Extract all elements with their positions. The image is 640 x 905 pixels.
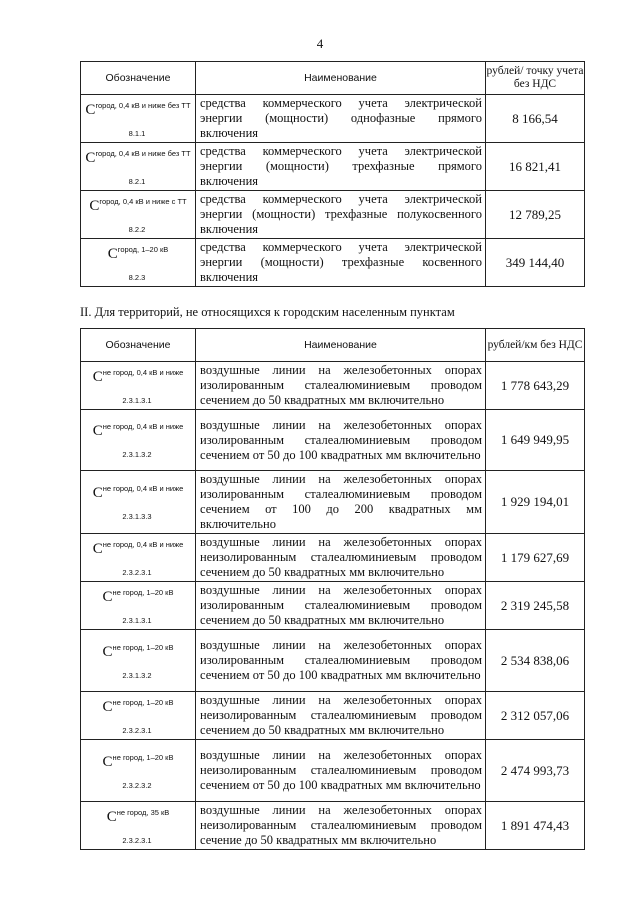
tariff-code-superscript: не город, 0,4 кВ и ниже [102,539,184,549]
tariff-code-letter: C [102,588,113,605]
tariff-code [81,740,196,802]
tariff-value: 8 166,54 [486,95,585,143]
tariff-code-letter: C [92,540,103,557]
tariff-table-city [80,61,585,287]
table-row [81,95,585,143]
table-row [81,362,585,410]
tariff-value: 1 929 194,01 [486,471,585,534]
table-row [81,471,585,534]
tariff-code-subscript: 2.3.1.3.2 [122,450,152,459]
header-name: Наименование [196,62,486,95]
header-price: рублей/км без НДС [486,329,585,362]
tariff-name: средства коммерческого учета электрической энергии (мощности) трехфазные прямого включения [196,143,486,191]
table-row [81,802,585,850]
table-row [81,410,585,471]
header-code: Обозначение [81,329,196,362]
tariff-code-letter: C [102,643,113,660]
tariff-value: 2 474 993,73 [486,740,585,802]
table-row [81,582,585,630]
tariff-code-letter: C [85,149,96,166]
tariff-code [81,239,196,287]
tariff-value: 349 144,40 [486,239,585,287]
tariff-code-subscript: 2.3.1.3.1 [122,395,152,405]
tariff-code-letter: C [107,245,118,262]
tariff-code-letter: C [102,698,113,715]
tariff-code-letter: C [92,485,103,501]
table-row [81,740,585,802]
tariff-code [81,630,196,692]
tariff-code-superscript: город, 0,4 кВ и ниже без ТТ [95,148,191,158]
tariff-code [81,191,196,239]
tariff-code-subscript: 2.3.1.3.2 [122,670,152,680]
header-code: Обозначение [81,62,196,95]
tariff-value: 12 789,25 [486,191,585,239]
tariff-code-letter: C [102,753,113,770]
tariff-code-subscript: 8.1.1 [128,128,146,138]
tariff-code-superscript: не город, 0,4 кВ и ниже [102,422,184,431]
tariff-code-subscript: 8.2.2 [128,224,146,234]
tariff-code-subscript: 2.3.2.3.1 [122,725,152,735]
table-header-row [81,62,585,95]
tariff-name: воздушные линии на железобетонных опорах изолированным сталеалюминиевым проводом сечением до 50 квадратных мм включительно [196,582,486,630]
tariff-table-noncity [80,328,585,850]
tariff-code-subscript: 2.3.2.3.1 [122,567,152,577]
tariff-code-superscript: не город, 0,4 кВ и ниже [102,367,184,377]
table-row [81,239,585,287]
table-row [81,692,585,740]
tariff-name: воздушные линии на железобетонных опорах изолированным сталеалюминиевым проводом сечением до 50 квадратных мм включительно [196,362,486,410]
tariff-code-letter: C [92,368,103,385]
tariff-name: воздушные линии на железобетонных опорах неизолированным сталеалюминиевым проводом сечением до 50 квадратных мм включительно [196,534,486,582]
tariff-code-superscript: не город, 0,4 кВ и ниже [102,484,184,493]
tariff-code-superscript: город, 0,4 кВ и ниже с ТТ [99,196,187,206]
tariff-code-subscript: 2.3.2.3.2 [122,780,152,790]
tariff-value: 2 319 245,58 [486,582,585,630]
tariff-code-superscript: не город, 35 кВ [116,807,170,817]
tariff-code-subscript: 2.3.1.3.3 [122,512,152,521]
section-title: II. Для территорий, не относящихся к городским населенным пунктам [80,305,455,319]
tariff-code [81,582,196,630]
tariff-name: воздушные линии на железобетонных опорах изолированным сталеалюминиевым проводом сечением от 50 до 100 квадратных мм включительно [196,410,486,471]
tariff-code-superscript: город, 0,4 кВ и ниже без ТТ [95,100,191,110]
tariff-code [81,410,196,471]
tariff-code [81,143,196,191]
tariff-code [81,471,196,534]
tariff-code-superscript: город, 1–20 кВ [117,244,169,254]
page-number: 4 [316,36,324,51]
tariff-value: 16 821,41 [486,143,585,191]
tariff-code-subscript: 2.3.1.3.1 [122,615,152,625]
tariff-code [81,362,196,410]
header-name: Наименование [196,329,486,362]
tariff-name: воздушные линии на железобетонных опорах изолированным сталеалюминиевым проводом сечением от 50 до 100 квадратных мм включительно [196,630,486,692]
table-header-row [81,329,585,362]
tariff-value: 1 649 949,95 [486,410,585,471]
tariff-code [81,802,196,850]
tariff-code-subscript: 8.2.3 [128,272,146,282]
tariff-name: воздушные линии на железобетонных опорах неизолированным сталеалюминиевым проводом сечение до 50 квадратных мм включительно [196,802,486,850]
table-row [81,143,585,191]
table-row [81,191,585,239]
tariff-code [81,95,196,143]
tariff-value: 1 179 627,69 [486,534,585,582]
tariff-name: средства коммерческого учета электрической энергии (мощности) трехфазные косвенного включения [196,239,486,287]
tariff-value: 1 891 474,43 [486,802,585,850]
table-row [81,630,585,692]
tariff-name: средства коммерческого учета электрической энергии (мощности) однофазные прямого включения [196,95,486,143]
tariff-code-letter: C [106,808,117,825]
tariff-code [81,692,196,740]
header-price: рублей/ точку учета без НДС [486,62,585,95]
tariff-name: воздушные линии на железобетонных опорах изолированным сталеалюминиевым проводом сечением от 100 до 200 квадратных мм включительно [196,471,486,534]
tariff-code-subscript: 2.3.2.3.1 [122,835,152,845]
tariff-code [81,534,196,582]
tariff-name: воздушные линии на железобетонных опорах неизолированным сталеалюминиевым проводом сечением от 50 до 100 квадратных мм включительно [196,740,486,802]
tariff-code-letter: C [92,423,103,439]
tariff-code-superscript: не город, 1–20 кВ [112,642,174,652]
tariff-code-letter: C [85,101,96,118]
tariff-value: 2 312 057,06 [486,692,585,740]
tariff-code-superscript: не город, 1–20 кВ [112,587,174,597]
tariff-value: 2 534 838,06 [486,630,585,692]
tariff-code-subscript: 8.2.1 [128,176,146,186]
tariff-code-letter: C [89,197,100,214]
tariff-name: средства коммерческого учета электрической энергии (мощности) трехфазные полукосвенного включения [196,191,486,239]
tariff-code-superscript: не город, 1–20 кВ [112,752,174,762]
tariff-code-superscript: не город, 1–20 кВ [112,697,174,707]
tariff-name: воздушные линии на железобетонных опорах неизолированным сталеалюминиевым проводом сечением до 50 квадратных мм включительно [196,692,486,740]
tariff-value: 1 778 643,29 [486,362,585,410]
table-row [81,534,585,582]
